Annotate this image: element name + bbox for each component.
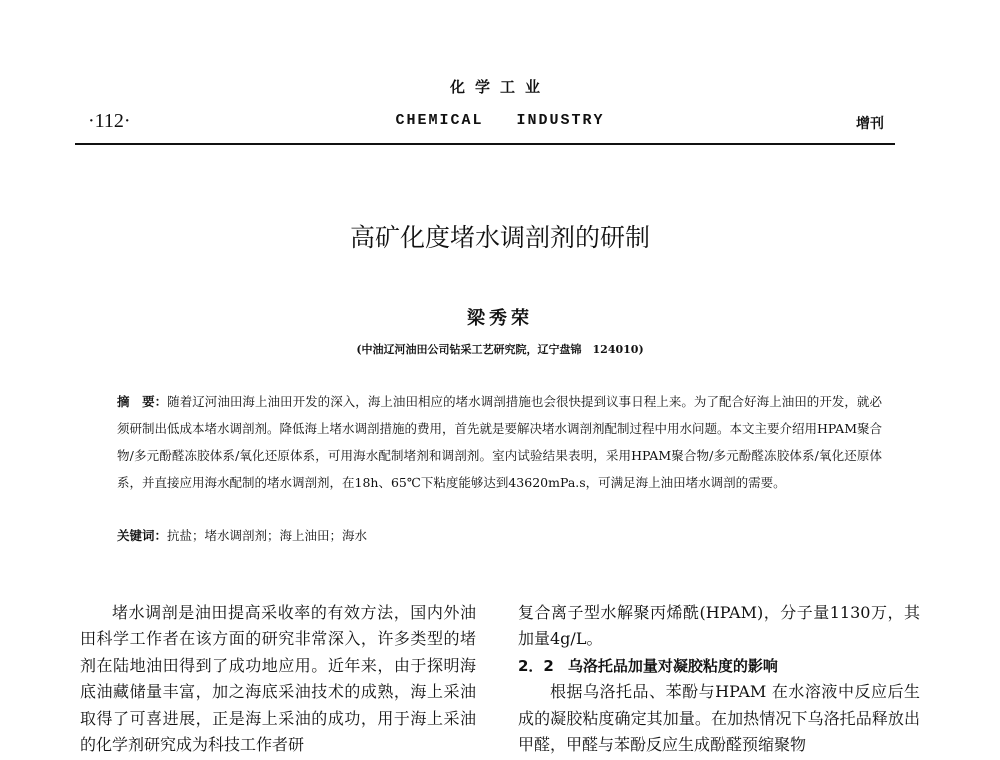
abstract-label: 摘 要：: [117, 394, 168, 409]
body-column-left: [80, 600, 476, 760]
issue-label: 增刊: [856, 116, 884, 132]
section-title: 乌洛托品加量对凝胶粘度的影响: [567, 656, 778, 675]
page-number: ·112·: [88, 110, 131, 132]
header-rule: [75, 143, 895, 145]
keywords-label: 关键词：: [117, 528, 168, 543]
journal-title-en: CHEMICAL INDUSTRY: [395, 112, 605, 129]
body-paragraph: 复合离子型水解聚丙烯酰(HPAM)，分子量1130万，其加量4g/L。: [518, 603, 920, 649]
section-number: 2．2: [518, 656, 554, 675]
abstract-text: 随着辽河油田海上油田开发的深入，海上油田相应的堵水调剖措施也会很快提到议事日程上来。为了配合好海上油田的开发，就必须研制出低成本堵水调剖剂。降低海上堵水调剖措施的费用，首先就是要解决堵水调剖剂配制过程中用水问题。本文主要介绍用HPAM聚合物/多元酚醛冻胶体系/氧化还原体系，可用海水配制堵剂和调剖剂。室内试验结果表明，采用HPAM聚合物/多元酚醛冻胶体系/氧化还原体系，并直接应用海水配制的堵水调剖剂，在18h、65℃下粘度能够达到43620mPa.s，可满足海上油田堵水调剖的需要。: [117, 394, 882, 490]
body-paragraph: 堵水调剖是油田提高采收率的有效方法，国内外油田科学工作者在该方面的研究非常深入，许多类型的堵剂在陆地油田得到了成功地应用。近年来，由于探明海底油藏储量丰富，加之海底采油技术的成熟，海上采油取得了可喜进展，正是海上采油的成功，用于海上采油的化学剂研究成为科技工作者研: [80, 603, 476, 755]
author-affiliation: (中油辽河油田公司钻采工艺研究院，辽宁盘锦 124010): [356, 343, 644, 356]
abstract: [117, 388, 882, 496]
article-title: 高矿化度堵水调剖剂的研制: [349, 223, 650, 252]
section-heading: [518, 653, 920, 679]
keywords-text: 抗盐；堵水调剖剂；海上油田；海水: [167, 528, 368, 543]
body-paragraph: 根据乌洛托品、苯酚与HPAM 在水溶液中反应后生成的凝胶粘度确定其加量。在加热情况下乌洛托品释放出甲醛，甲醛与苯酚反应生成酚醛预缩聚物: [518, 682, 920, 755]
journal-title-cn: 化学工业: [449, 78, 550, 96]
keywords: [117, 526, 882, 544]
body-column-right: [518, 600, 920, 760]
author-name: 梁秀荣: [467, 308, 533, 329]
